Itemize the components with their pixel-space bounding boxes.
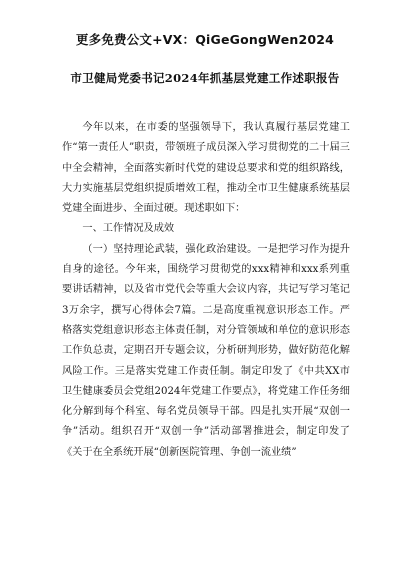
promo-banner: 更多免费公文+VX：QiGeGongWen2024 — [75, 32, 335, 47]
document-title: 市卫健局党委书记2024年抓基层党建工作述职报告 — [70, 71, 340, 85]
intro-paragraph: 今年以来，在市委的坚强领导下，我认真履行基层党建工作“第一责任人”职责，带领班子成员深入学习贯彻党的二十届三中全会精神，全面落实新时代党的建设总要求和党的组织路线，大力实施基层党组织提质增效工程，推动全市卫生健康系统基层党建全面进步、全面过硬。现述职如下： — [62, 122, 350, 215]
document-body — [62, 118, 350, 463]
body-paragraph: （一）坚持理论武装，强化政治建设。一是把学习作为提升自身的途径。今年来，围绕学习贯彻党的xxx精神和xxx系列重要讲话精神，以及省市党代会等重大会议内容，共记写学习笔记3万余字，撰写心得体会7篇。二是高度重视意识形态工作。严格落实党组意识形态主体责任制，对分管领域和单位的意识形态工作负总责，定期召开专题会议，分析研判形势，做好防范化解风险工作。三是落实党建工作责任制。制定印发了《中共XX市卫生健康委员会党组2024年党建工作要点》，将党建工作任务细化分解到每个科室、每名党员领导干部。四是扎实开展“双创一争”活动。组织召开“双创一争”活动部署推进会，制定印发了《关于在全系统开展“创新医院管理、争创一流业绩” — [62, 243, 350, 458]
section-heading: 一、工作情况及成效 — [82, 223, 175, 235]
